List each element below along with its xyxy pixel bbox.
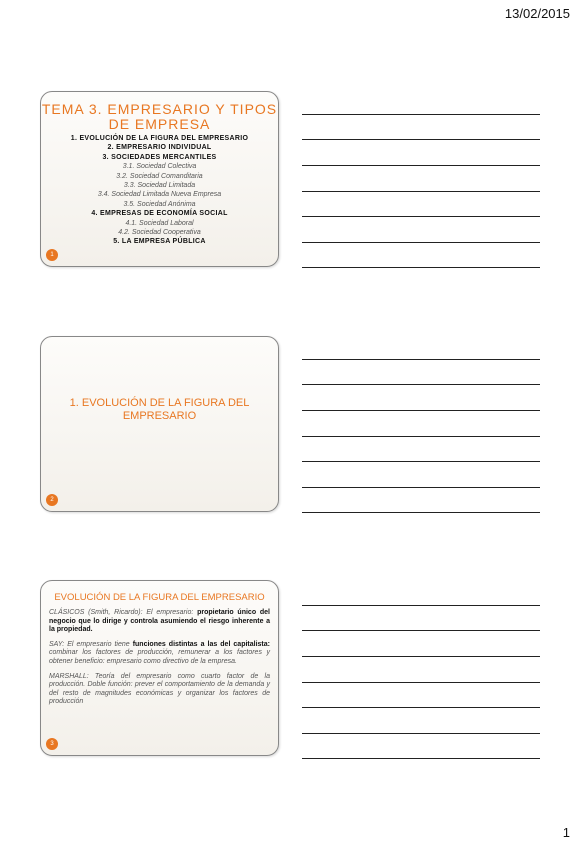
slide-heading: EVOLUCIÓN DE LA FIGURA DEL EMPRESARIO: [54, 592, 265, 603]
paragraph-clasicos: [49, 609, 270, 635]
text: combinar los factores de producción, remunerar a los factores y obtener beneficio: empresario como directivo de la empresa.: [49, 649, 270, 665]
toc-item: 3.3. Sociedad Limitada: [123, 182, 196, 190]
text: SAY: El empresario tiene: [49, 640, 130, 648]
paragraph-say: [49, 641, 270, 667]
paragraph-marshall: MARSHALL: Teoría del empresario como cuarto factor de la producción. Doble función: prever el comportamiento de la demanda y del resto de magnitudes económicas y organizar los factores de producción: [49, 672, 270, 706]
toc-item: 3.4. Sociedad Limitada Nueva Empresa: [97, 191, 222, 199]
slide-3: [40, 580, 279, 756]
toc-item: 3. SOCIEDADES MERCANTILES: [102, 153, 217, 161]
toc-item: 3.5. Sociedad Anónima: [123, 200, 196, 208]
print-date: 13/02/2015: [504, 6, 570, 21]
toc-item: 3.1. Sociedad Colectiva: [122, 163, 197, 171]
toc-item: 1. EVOLUCIÓN DE LA FIGURA DEL EMPRESARIO: [70, 135, 249, 142]
slide-1: [40, 91, 279, 267]
toc-item: 4. EMPRESAS DE ECONOMÍA SOCIAL: [91, 210, 228, 218]
toc-item: 2. EMPRESARIO INDIVIDUAL: [107, 144, 212, 152]
slide-title: 1. EVOLUCIÓN DE LA FIGURA DEL EMPRESARIO: [69, 397, 250, 422]
toc-item: 4.2. Sociedad Cooperativa: [118, 229, 201, 237]
slide-2: [40, 336, 279, 512]
toc-item: 4.1. Sociedad Laboral: [125, 219, 194, 227]
toc-item: 3.2. Sociedad Comanditaria: [116, 172, 203, 180]
slide-number-badge: 1: [46, 249, 58, 261]
table-of-contents: [41, 134, 278, 247]
page-number: 1: [562, 825, 570, 840]
slide-number-badge: 3: [46, 738, 58, 750]
slide-title: TEMA 3. EMPRESARIO Y TIPOS DE EMPRESA: [41, 101, 278, 132]
bold-text: funciones distintas a las del capitalista:: [132, 640, 270, 648]
bold-text: propietario único del negocio que lo dirige y controla asumiendo el riesgo inherente a la propiedad.: [49, 609, 270, 634]
toc-item: 5. LA EMPRESA PÚBLICA: [113, 238, 206, 246]
text: CLÁSICOS (Smith, Ricardo): El empresario:: [49, 609, 194, 616]
slide-number-badge: 2: [46, 494, 58, 506]
